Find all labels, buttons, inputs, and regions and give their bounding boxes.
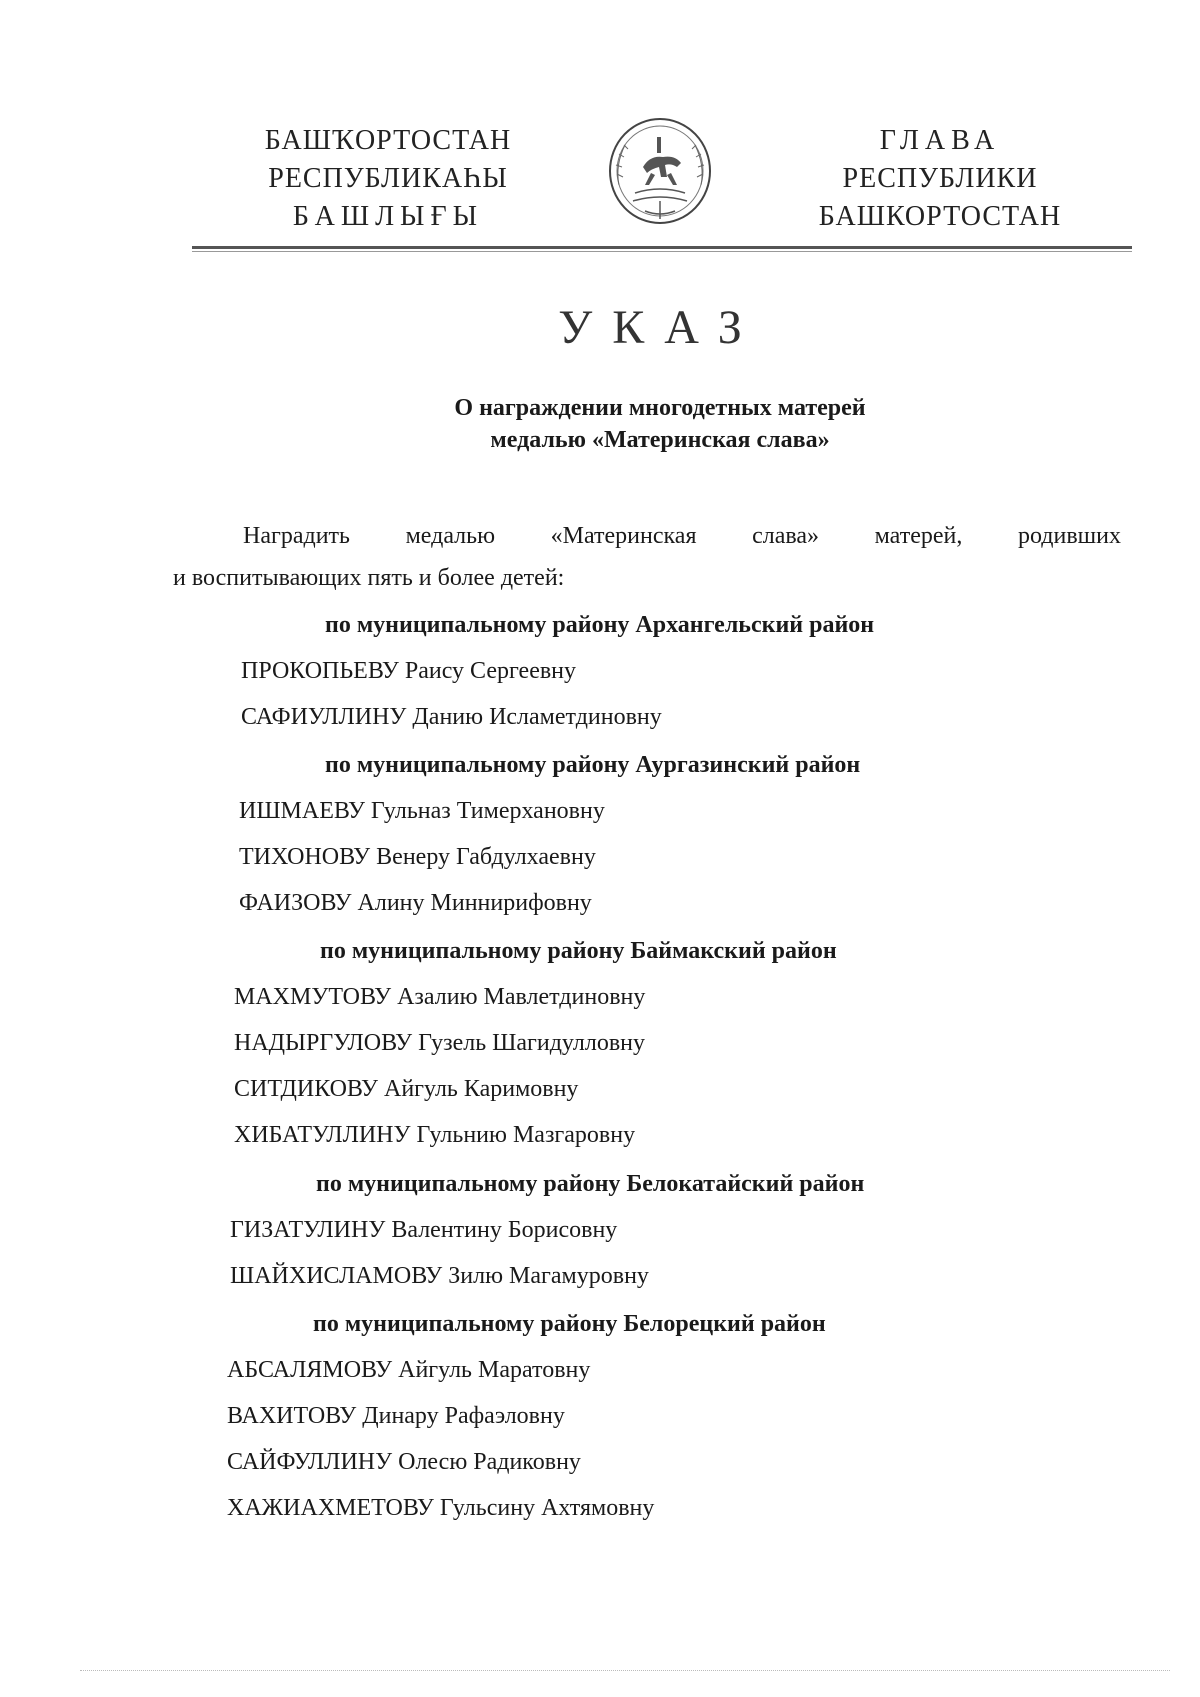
intro-line-2: и воспитывающих пять и более детей: — [173, 565, 565, 591]
header-left-line-3: БАШЛЫҒЫ — [292, 201, 484, 232]
awardee-name: ХАЖИАХМЕТОВУ Гульсину Ахтямовну — [227, 1495, 655, 1521]
header-left-line-1: БАШҠОРТОСТАН — [264, 125, 512, 156]
intro-word: Наградить — [243, 523, 350, 549]
awardee-name: СИТДИКОВУ Айгуль Каримовну — [234, 1076, 579, 1102]
intro-word: «Материнская — [550, 523, 697, 549]
header-right-line-3: БАШКОРТОСТАН — [818, 201, 1062, 232]
footer-divider — [80, 1670, 1170, 1671]
awardee-name: САЙФУЛЛИНУ Олесю Радиковну — [227, 1449, 581, 1475]
awardee-name: НАДЫРГУЛОВУ Гузель Шагидулловну — [234, 1030, 645, 1056]
header-left-line-2: РЕСПУБЛИКАҺЫ — [268, 163, 508, 194]
awardee-name: ТИХОНОВУ Венеру Габдулхаевну — [239, 844, 596, 870]
document-title: УКАЗ — [558, 301, 762, 354]
header-right-line-2: РЕСПУБЛИКИ — [842, 163, 1038, 194]
coat-of-arms-emblem — [605, 115, 715, 233]
subject-line-1: О награждении многодетных матерей — [454, 395, 866, 421]
awardee-name: ПРОКОПЬЕВУ Раису Сергеевну — [241, 658, 577, 684]
district-heading-arkhangelsky: по муниципальному району Архангельский район — [325, 612, 875, 638]
intro-word: матерей, — [874, 523, 963, 549]
intro-line-1 — [173, 515, 1121, 557]
awardee-name: САФИУЛЛИНУ Данию Исламетдиновну — [241, 704, 662, 730]
decree-intro — [173, 515, 1121, 599]
district-heading-aurgazinsky: по муниципальному району Аургазинский район — [325, 752, 861, 778]
district-heading-baymaksky: по муниципальному району Баймакский район — [320, 938, 837, 964]
awardee-name: МАХМУТОВУ Азалию Мавлетдиновну — [234, 984, 646, 1010]
district-heading-beloretsky: по муниципальному району Белорецкий район — [313, 1311, 826, 1337]
awardee-name: ФАИЗОВУ Алину Миннирифовну — [239, 890, 592, 916]
awardee-name: ГИЗАТУЛИНУ Валентину Борисовну — [230, 1217, 618, 1243]
decree-subject — [300, 392, 1020, 456]
intro-word: медалью — [405, 523, 496, 549]
header-bashkir-title — [228, 122, 548, 236]
subject-line-2: медалью «Материнская слава» — [490, 427, 830, 453]
header-divider-thin — [192, 251, 1132, 252]
header-russian-title — [790, 122, 1090, 236]
awardee-name: АБСАЛЯМОВУ Айгуль Маратовну — [227, 1357, 591, 1383]
awardee-name: ШАЙХИСЛАМОВУ Зилю Магамуровну — [230, 1263, 649, 1289]
intro-word: родивших — [1017, 523, 1121, 549]
awardee-name: ИШМАЕВУ Гульназ Тимерхановну — [239, 798, 605, 824]
header-divider — [192, 246, 1132, 249]
intro-word: слава» — [752, 523, 820, 549]
awardee-name: ВАХИТОВУ Динару Рафаэловну — [227, 1403, 565, 1429]
header-right-line-1: ГЛАВА — [879, 125, 1001, 156]
awardee-name: ХИБАТУЛЛИНУ Гульнию Мазгаровну — [234, 1122, 636, 1148]
district-heading-belokataysky: по муниципальному району Белокатайский район — [316, 1171, 865, 1197]
